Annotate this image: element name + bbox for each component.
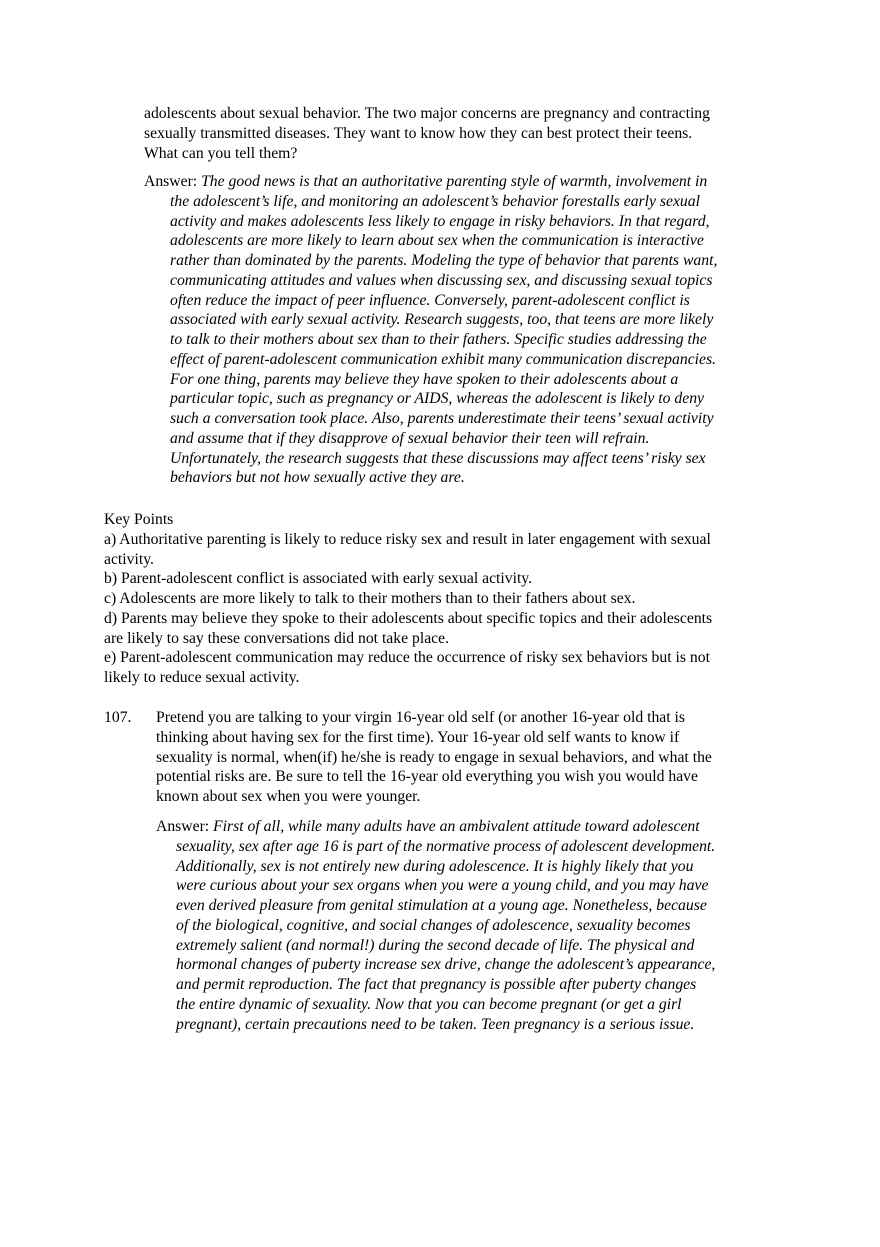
question-continuation [144,104,710,163]
answer-line: and permit reproduction. The fact that pregnancy is possible after puberty changes [176,976,697,993]
answer-line: rather than dominated by the parents. Modeling the type of behavior that parents want, [170,252,718,269]
answer-line: hormonal changes of puberty increase sex drive, change the adolescent’s appearance, [176,956,716,974]
answer-line: communicating attitudes and values when discussing sex, and discussing sexual topics [170,271,713,289]
answer-line: associated with early sexual activity. Research suggests, too, that teens are more likely [170,311,714,329]
text-line: sexually transmitted diseases. They want to know how they can best protect their teens. [144,124,693,142]
key-point-line: b) Parent-adolescent conflict is associated with early sexual activity. [104,570,533,588]
answer-107-label: Answer: [156,818,214,835]
answer-line: effect of parent-adolescent communication exhibit many communication discrepancies. [170,350,717,368]
answer-107-first-line [156,817,700,837]
key-point-line: c) Adolescents are more likely to talk to their mothers than to their fathers about sex. [104,590,636,607]
answer-line: the adolescent’s life, and monitoring an adolescent’s behavior forestalls early sexual [170,192,700,210]
key-point-line: d) Parents may believe they spoke to their adolescents about specific topics and their adolescents [104,609,713,627]
answer-line: and assume that if they disapprove of sexual behavior their teen will refrain. [170,429,650,447]
answer-first-line [144,172,707,192]
answer-line: pregnant), certain precautions need to be taken. Teen pregnancy is a serious issue. [176,1015,695,1033]
answer-line: Additionally, sex is not entirely new during adolescence. It is highly likely that you [176,857,694,875]
answer-line: behaviors but not how sexually active they are. [170,469,465,487]
answer-107-text [176,837,715,1035]
text-line: What can you tell them? [144,144,298,162]
question-line: sexuality is normal, when(if) he/she is ready to engage in sexual behaviors, and what the [156,748,712,766]
question-line: thinking about having sex for the first time). Your 16-year old self wants to know if [156,728,680,746]
key-point-line: e) Parent-adolescent communication may reduce the occurrence of risky sex behaviors but is not [104,649,710,667]
answer-text [170,192,717,488]
answer-line: to talk to their mothers about sex than to their fathers. Specific studies addressing the [170,331,707,348]
answer-line: the entire dynamic of sexuality. Now that you can become pregnant (or get a girl [176,995,682,1013]
question-number: 107. [104,709,132,726]
question-line: Pretend you are talking to your virgin 16-year old self (or another 16-year old that is [156,709,686,726]
key-points-list [104,530,712,688]
answer-line: For one thing, parents may believe they have spoken to their adolescents about a [170,370,679,388]
text-line: adolescents about sexual behavior. The two major concerns are pregnancy and contracting [144,105,710,122]
key-points-heading: Key Points [104,511,174,528]
answer-line: such a conversation took place. Also, parents underestimate their teens’ sexual activity [170,410,714,427]
answer-line: even derived pleasure from genital stimulation at a young age. Nonetheless, because [176,897,707,914]
key-points [104,510,712,688]
answer-line: particular topic, such as pregnancy or AIDS, whereas the adolescent is likely to deny [170,390,704,408]
answer-line: of the biological, cognitive, and social changes of adolescence, sexuality becomes [176,916,691,934]
question-text [156,708,712,807]
answer-line: extremely salient (and normal!) during the second decade of life. The physical and [176,936,695,954]
answer-line: were curious about your sex organs when you were a young child, and you may have [176,877,709,895]
key-point-line: activity. [104,550,154,568]
answer-line: sexuality, sex after age 16 is part of the normative process of adolescent development. [176,837,716,855]
answer-line: often reduce the impact of peer influence. Conversely, parent-adolescent conflict is [170,291,690,309]
key-point-line: a) Authoritative parenting is likely to reduce risky sex and result in later engagement with sexual [104,530,711,548]
answer-text-first: The good news is that an authoritative parenting style of warmth, involvement in [201,173,708,190]
answer-line: activity and makes adolescents less likely to engage in risky behaviors. In that regard, [170,212,710,230]
question-line: known about sex when you were younger. [156,788,421,805]
answer-line: Unfortunately, the research suggests that these discussions may affect teens’ risky sex [170,449,706,467]
key-point-line: likely to reduce sexual activity. [104,669,300,686]
answer-line: adolescents are more likely to learn about sex when the communication is interactive [170,232,704,250]
answer-107-text-first: First of all, while many adults have an ambivalent attitude toward adolescent [213,818,700,835]
question-line: potential risks are. Be sure to tell the 16-year old everything you wish you would have [156,768,698,786]
answer-label: Answer: [144,173,202,190]
key-point-line: are likely to say these conversations did not take place. [104,629,450,647]
